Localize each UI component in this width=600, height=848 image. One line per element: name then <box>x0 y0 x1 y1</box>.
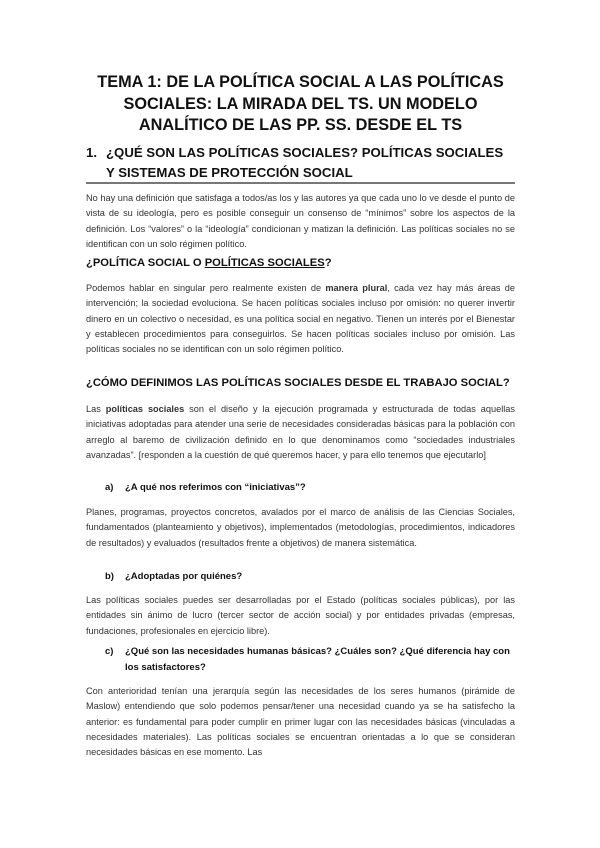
subsection-heading-text: ¿A qué nos referimos con “iniciativas”? <box>125 482 306 493</box>
bold-text: políticas sociales <box>105 404 185 414</box>
heading-divider <box>86 182 515 184</box>
subsection-label: b) <box>105 571 114 582</box>
document-title: TEMA 1: DE LA POLÍTICA SOCIAL A LAS POLÍTICAS SOCIALES: LA MIRADA DEL TS. UN MODELO ANALÍTICO DE LAS PP. SS. DESDE EL TS <box>97 73 504 134</box>
subsection-c-block <box>86 684 515 760</box>
text: , cada vez hay más áreas de intervención; la sociedad evoluciona. Se hacen políticas sociales incluso por omisión: no querer invertir dinero en un colectivo o necesidad, es una política social en negativo. Tienen un interés por el Bienestar y establecen procedimientos para conseguirlos. Se hacen políticas sociales incluso por omisión. Las políticas sociales no se identifican con un solo régimen político. <box>86 283 515 355</box>
plural-heading-suffix: ? <box>324 257 332 269</box>
definition-paragraph <box>86 402 515 463</box>
plural-paragraph <box>86 281 515 357</box>
subsection-c-heading <box>105 644 515 676</box>
intro-paragraph: No hay una definición que satisfaga a todos/as los y las autores ya que cada uno lo ve desde el punto de vista de su ideología, pero es posible conseguir un consenso de “mínimos” sobre los aspectos de la definición. Los “valores” o la “ideología” condicionan y matizan la definición. Las políticas sociales no se identifican con un solo régimen político. <box>86 193 515 249</box>
plural-heading <box>86 257 515 269</box>
definition-paragraph-block <box>86 402 515 463</box>
plural-heading-underlined: POLÍTICAS SOCIALES <box>204 257 325 269</box>
text: Podemos hablar en singular pero realmente existen de <box>86 283 326 293</box>
subsection-b-heading <box>105 569 515 585</box>
subsection-heading-text: ¿Adoptadas por quiénes? <box>125 571 243 582</box>
plural-heading-prefix: ¿POLÍTICA SOCIAL O <box>86 257 205 269</box>
section-number: 1. <box>86 145 97 160</box>
text: son el diseño y la ejecución programada y estructurada de todas aquellas iniciativas adoptadas para atender una serie de necesidades consideradas básicas para la población con arreglo al baremo de civilización definido en lo que denominamos como “sociedades industriales avanzadas”. [responden a la cuestión de qué queremos hacer, y para ello tenemos que ejecutarlo] <box>86 404 516 460</box>
subsection-a-heading <box>105 480 515 496</box>
subsection-label: a) <box>105 482 114 493</box>
subsection-c-paragraph: Con anterioridad tenían una jerarquía según las necesidades de los seres humanos (pirámide de Maslow) entendiendo que solo podemos pensar/tener una necesidad cuando ya se ha satisfecho la anterior: es fundamental para poder cumplir en primer lugar con las necesidades básicas (vinculadas a necesidades materiales). Las políticas sociales se encuentran orientadas a lo que se consideran necesidades básicas en ese momento. Las <box>86 686 515 758</box>
definition-heading: ¿CÓMO DEFINIMOS LAS POLÍTICAS SOCIALES DESDE EL TRABAJO SOCIAL? <box>86 377 510 389</box>
subsection-a-block <box>86 505 515 551</box>
subsection-b-paragraph: Las políticas sociales puedes ser desarrolladas por el Estado (políticas sociales públicas), por las entidades sin ánimo de lucro (tercer sector de acción social) y por entidades privadas (empresas, fundaciones, profesionales en ejercicio libre). <box>86 595 515 636</box>
section-heading-text: ¿QUÉ SON LAS POLÍTICAS SOCIALES? POLÍTICAS SOCIALES Y SISTEMAS DE PROTECCIÓN SOCIAL <box>106 145 504 180</box>
plural-paragraph-block <box>86 281 515 357</box>
subsection-a-paragraph: Planes, programas, proyectos concretos, avalados por el marco de análisis de las Ciencias Sociales, fundamentados (planteamiento y objetivos), implementados (metodologías, procedimientos, indicadores de resultados) y evaluados (resultados frente a objetivos) de manera sistemática. <box>86 507 515 548</box>
subsection-heading-text: ¿Qué son las necesidades humanas básicas? ¿Cuáles son? ¿Qué diferencia hay con los satisfactores? <box>125 646 510 673</box>
text: Las <box>86 404 106 414</box>
subsection-b-block <box>86 593 515 639</box>
intro-paragraph-block <box>86 191 515 252</box>
section-heading <box>86 143 515 183</box>
subsection-label: c) <box>105 646 114 657</box>
bold-text: manera plural <box>325 283 388 293</box>
